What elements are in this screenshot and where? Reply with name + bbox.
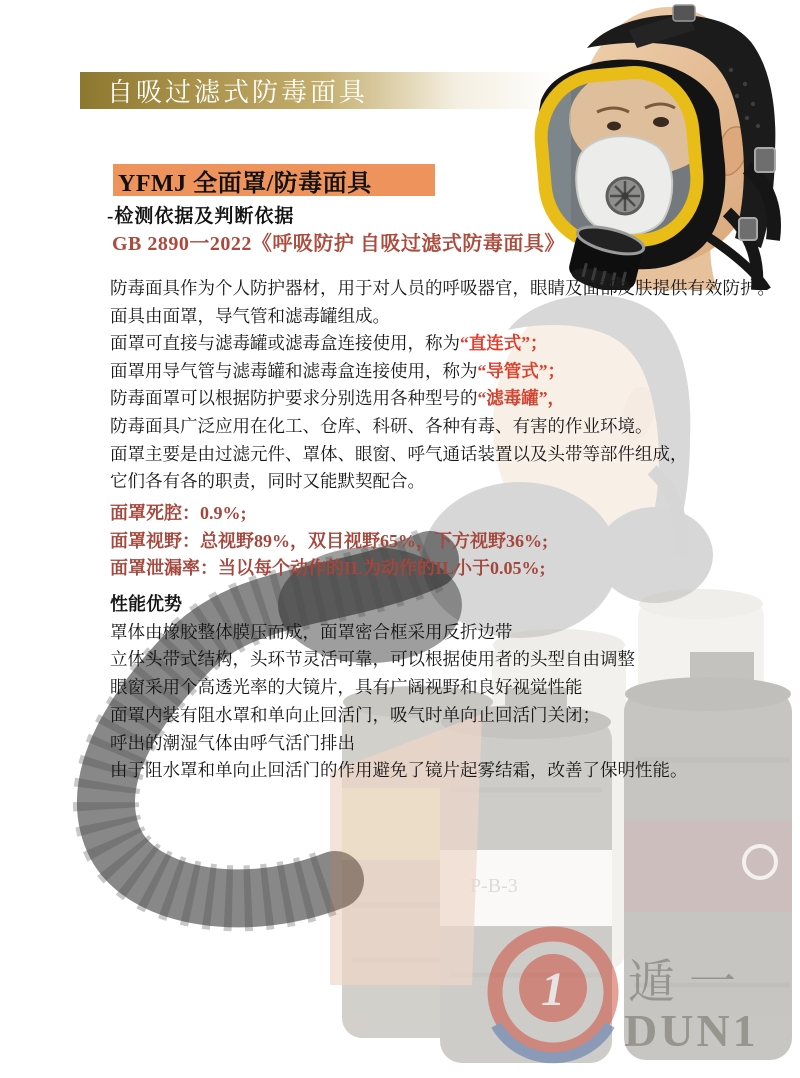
spec-lines-block [110, 500, 548, 583]
usage-line-text: 防毒面罩可以根据防护要求分别选用各种型号的 [110, 388, 478, 409]
usage-line: 它们各有各的职责，同时又能默契配合。 [110, 471, 425, 492]
mask-inner-cup [576, 136, 672, 235]
usage-line-highlight: “滤毒罐”， [477, 388, 565, 409]
spec-leakage: 面罩泄漏率：当以每个动作的IL为动作的IL小于0.05%; [110, 558, 546, 579]
intro-line: 防毒面具作为个人防护器材，用于对人员的呼吸器官，眼睛及面部皮肤提供有效防护。 [110, 278, 775, 298]
spec-field-of-view: 面罩视野：总视野89%，双目视野65%，下方视野36%; [110, 530, 548, 551]
performance-line: 由于阻水罩和单向止回活门的作用避免了镜片起雾结霜，改善了保明性能。 [110, 760, 688, 781]
intro-line: 面具由面罩，导气管和滤毒罐组成。 [110, 305, 390, 326]
product-title-bar [113, 164, 435, 196]
performance-line: 呼出的潮湿气体由呼气活门排出 [110, 732, 355, 753]
performance-block [110, 591, 688, 785]
basis-standard: GB 2890一2022《呼吸防护 自吸过滤式防毒面具》 [112, 233, 565, 255]
performance-line: 面罩内装有阻水罩和单向止回活门，吸气时单向止回活门关闭； [110, 704, 600, 725]
usage-line: 面罩主要是由过滤元件、罩体、眼窗、呼气通话装置以及头带等部件组成， [110, 443, 688, 464]
performance-line: 眼窗采用个高透光率的大镜片，具有广阔视野和良好视觉性能 [110, 677, 583, 698]
usage-line [110, 385, 710, 413]
usage-line-text: 面罩用导气管与滤毒罐和滤毒盒连接使用，称为 [110, 360, 478, 381]
performance-line: 罩体由橡胶整体膜压而成，面罩密合框采用反折边带 [110, 621, 513, 642]
usage-line-highlight: “导管式”； [477, 360, 565, 381]
logo-en-text: DUN1 [624, 1005, 759, 1056]
product-title-label: YFMJ 全面罩/防毒面具 [118, 170, 372, 197]
usage-line [110, 330, 710, 358]
strap-buckle [755, 148, 775, 172]
logo-numeral-icon: 1 [541, 963, 565, 1016]
usage-line-highlight: “直连式”； [460, 333, 548, 354]
logo-cn-text: 遁一 [628, 957, 750, 1009]
spec-dead-space: 面罩死腔：0.9%; [110, 503, 247, 523]
usage-line: 防毒面具广泛应用在化工、仓库、科研、各种有毒、有害的作业环境。 [110, 415, 653, 436]
performance-line: 立体头带式结构，头环节灵活可靠，可以根据使用者的头型自由调整 [110, 649, 635, 670]
usage-line [110, 358, 710, 386]
title-banner-label: 自吸过滤式防毒面具 [107, 78, 369, 107]
usage-line-text: 面罩可直接与滤毒罐或滤毒盒连接使用，称为 [110, 333, 460, 354]
canister-label-text: P-B-3 [470, 875, 518, 897]
basis-heading: -检测依据及判断依据 [107, 206, 295, 227]
performance-heading: 性能优势 [110, 594, 182, 614]
description-text-block [110, 275, 775, 496]
strap-buckle [739, 218, 757, 240]
